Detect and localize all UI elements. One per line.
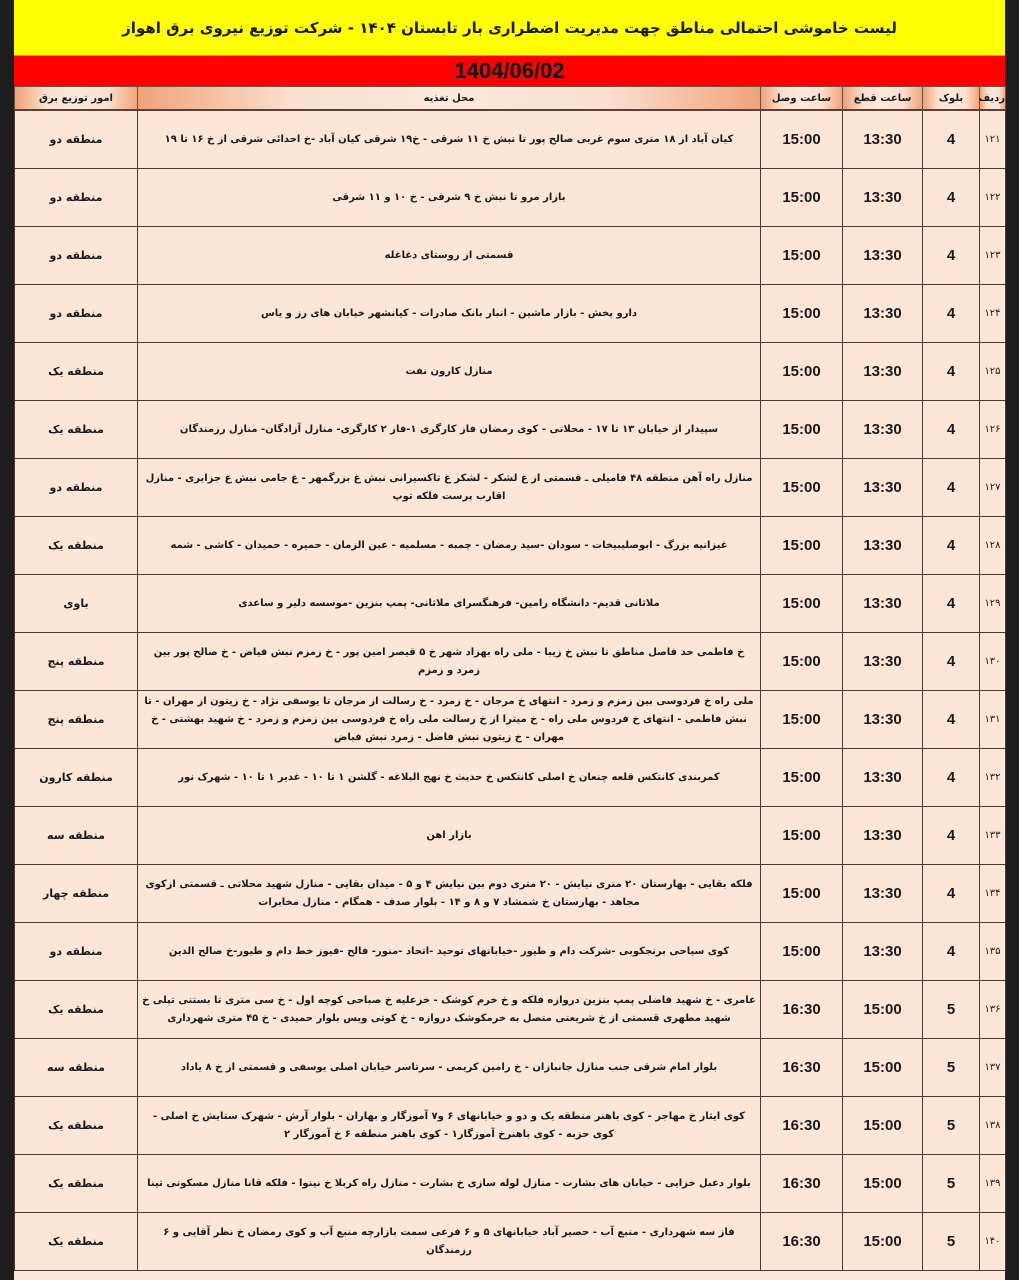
row-number: ۱۳۲ [980,749,1006,807]
block-number: 4 [923,343,980,401]
table-row [15,1097,1006,1155]
feed-location: بلوار دعبل خزایی - خیابان های بشارت - منازل لوله سازی خ بشارت - منازل راه کربلا خ نینوا - فلکه قانا منازل مسکونی تینا [138,1155,761,1213]
block-number: 4 [923,633,980,691]
block-number: 4 [923,110,980,169]
feed-location: بلوار امام شرقی جنب منازل جانبازان - خ رامین کریمی - سرتاسر خیابان اصلی یوسفی و قسمتی از خ ۸ یاداد [138,1039,761,1097]
feed-location: سپیدار از خیابان ۱۳ تا ۱۷ - محلاتی - کوی رمضان فاز کارگری ۱-فاز ۲ کارگری- منازل آزادگان- منازل رزمندگان [138,401,761,459]
connect-time: 15:00 [761,575,843,633]
table-row [15,343,1006,401]
distribution-district: منطقه دو [15,110,138,169]
cut-time: 15:00 [843,981,923,1039]
connect-time: 15:00 [761,169,843,227]
feed-location: کوی سیاحی برنجکوبی -شرکت دام و طیور -خیابانهای توحید -اتحاد -منور- فالح -فیوز خط دام و طیور-خ صالح الدین [138,923,761,981]
table-row [15,517,1006,575]
connect-time: 15:00 [761,923,843,981]
cut-time: 13:30 [843,110,923,169]
table-row [15,1155,1006,1213]
row-number: ۱۲۶ [980,401,1006,459]
block-number: 5 [923,1039,980,1097]
col-header-connect-time: ساعت وصل [761,87,843,111]
block-number: 4 [923,517,980,575]
table-row [15,807,1006,865]
table-row [15,633,1006,691]
cut-time: 13:30 [843,285,923,343]
block-number: 5 [923,1213,980,1271]
connect-time: 15:00 [761,691,843,749]
feed-location: کمربندی کانتکس قلعه چنعان خ اصلی کانتکس خ حدیث خ نهج البلاغه - گلشن ۱ تا ۱۰ - غدیر ۱ تا ۱۰ - شهرک نور [138,749,761,807]
feed-location: بازار مرو تا نبش خ ۹ شرقی - خ ۱۰ و ۱۱ شرقی [138,169,761,227]
connect-time: 16:30 [761,1097,843,1155]
table-header-row [15,87,1006,111]
col-header-district: امور توزیع برق [15,87,138,111]
row-number: ۱۳۱ [980,691,1006,749]
connect-time: 15:00 [761,749,843,807]
connect-time: 15:00 [761,401,843,459]
connect-time: 16:30 [761,981,843,1039]
cut-time: 15:00 [843,1213,923,1271]
cut-time: 13:30 [843,691,923,749]
distribution-district: منطقه سه [15,1039,138,1097]
feed-location: منازل کارون نفت [138,343,761,401]
connect-time: 15:00 [761,807,843,865]
table-row [15,981,1006,1039]
connect-time: 15:00 [761,227,843,285]
row-number: ۱۲۴ [980,285,1006,343]
col-header-row: ردیف [980,87,1006,111]
row-number: ۱۳۷ [980,1039,1006,1097]
distribution-district: منطقه یک [15,343,138,401]
table-row [15,169,1006,227]
distribution-district: منطقه پنج [15,691,138,749]
table-row [15,285,1006,343]
block-number: 4 [923,575,980,633]
distribution-district: منطقه یک [15,401,138,459]
connect-time: 15:00 [761,865,843,923]
connect-time: 15:00 [761,517,843,575]
row-number: ۱۲۷ [980,459,1006,517]
block-number: 4 [923,169,980,227]
outage-sheet [14,0,1005,1280]
distribution-district: منطقه یک [15,1213,138,1271]
table-row [15,110,1006,169]
block-number: 5 [923,981,980,1039]
cut-time: 13:30 [843,633,923,691]
row-number: ۱۳۴ [980,865,1006,923]
connect-time: 15:00 [761,110,843,169]
row-number: ۱۳۵ [980,923,1006,981]
distribution-district: منطقه پنج [15,633,138,691]
outage-table [14,86,1006,1271]
cut-time: 15:00 [843,1097,923,1155]
block-number: 4 [923,807,980,865]
feed-location: خ فاطمی حد فاصل مناطق تا نبش خ زیبا - ملی راه بهزاد شهر خ ۵ قیصر امین پور - خ زمزم نبش فیاض - خ صالح پور بین زمرد و زمزم [138,633,761,691]
col-header-location: محل تغذیه [138,87,761,111]
row-number: ۱۲۸ [980,517,1006,575]
connect-time: 15:00 [761,343,843,401]
connect-time: 16:30 [761,1039,843,1097]
cut-time: 13:30 [843,401,923,459]
distribution-district: منطقه دو [15,169,138,227]
distribution-district: منطقه دو [15,923,138,981]
table-row [15,749,1006,807]
distribution-district: منطقه یک [15,1097,138,1155]
distribution-district: منطقه یک [15,517,138,575]
block-number: 4 [923,459,980,517]
block-number: 4 [923,401,980,459]
feed-location: فلکه بقایی - بهارستان ۲۰ متری نیایش - ۲۰ متری دوم بین نیایش ۴ و ۵ - میدان بقایی - منازل شهید محلاتی ـ قسمتی ازکوی مجاهد - بهارستان خ شمشاد ۷ و ۸ و ۱۴ - بلوار صدف - همگام - منازل مخابرات [138,865,761,923]
distribution-district: منطقه دو [15,227,138,285]
feed-location: عامری - خ شهید فاضلی پمپ بنزین دروازه فلکه و خ خرم کوشک - خزعلیه خ صباحی کوچه اول - خ سی متری تا بستنی تپلی خ شهید مطهری قسمتی از خ شریعتی متصل به خرمکوشک دروازه - خ کوتی ویس بلوار حمیدی - خ ۴۵ متری شهرداری [138,981,761,1039]
cut-time: 13:30 [843,227,923,285]
feed-location: کیان آباد از ۱۸ متری سوم غربی صالح پور تا نبش خ ۱۱ شرقی - خ۱۹ شرقی کیان آباد -خ احدائی شرقی از خ ۱۶ تا ۱۹ [138,110,761,169]
connect-time: 15:00 [761,285,843,343]
feed-location: منازل راه آهن منطقه ۴۸ فامیلی ـ قسمتی از غ لشکر - لشکر غ تاکسیرانی نبش غ بزرگمهر - غ جامی نبش غ جزایری - منازل اقارب پرست فلکه توپ [138,459,761,517]
distribution-district: منطقه دو [15,459,138,517]
table-row [15,227,1006,285]
col-header-block: بلوک [923,87,980,111]
feed-location: دارو پخش - بازار ماشین - انبار بانک صادرات - کیانشهر خیابان های رز و یاس [138,285,761,343]
connect-time: 16:30 [761,1155,843,1213]
cut-time: 13:30 [843,169,923,227]
connect-time: 16:30 [761,1213,843,1271]
row-number: ۱۳۶ [980,981,1006,1039]
row-number: ۱۲۵ [980,343,1006,401]
feed-location: کوی ایثار خ مهاجر - کوی باهنر منطقه یک و دو و خیابانهای ۶ و۷ آموزگار و بهاران - بلوار آرش - شهرک ستایش خ اصلی - کوی حزبه - کوی باهنرخ آموزگار۱ - کوی باهنر منطقه ۶ خ آموزگار ۲ [138,1097,761,1155]
cut-time: 13:30 [843,749,923,807]
distribution-district: منطقه چهار [15,865,138,923]
cut-time: 15:00 [843,1155,923,1213]
cut-time: 15:00 [843,1039,923,1097]
row-number: ۱۴۰ [980,1213,1006,1271]
table-row [15,459,1006,517]
connect-time: 15:00 [761,633,843,691]
feed-location: بازار اهن [138,807,761,865]
cut-time: 13:30 [843,575,923,633]
table-row [15,1039,1006,1097]
block-number: 5 [923,1097,980,1155]
block-number: 4 [923,691,980,749]
block-number: 4 [923,285,980,343]
table-row [15,1213,1006,1271]
block-number: 5 [923,1155,980,1213]
table-row [15,691,1006,749]
table-row [15,401,1006,459]
distribution-district: منطقه سه [15,807,138,865]
block-number: 4 [923,923,980,981]
row-number: ۱۳۸ [980,1097,1006,1155]
table-row [15,865,1006,923]
cut-time: 13:30 [843,923,923,981]
distribution-district: منطقه یک [15,981,138,1039]
row-number: ۱۲۹ [980,575,1006,633]
col-header-cut-time: ساعت قطع [843,87,923,111]
table-row [15,575,1006,633]
feed-location: غیزانیه بزرگ - ابوصلیبیخات - سودان -سید رمضان - چمبه - مسلمیه - عین الزمان - حمیره - حمیدان - کاشی - شمه [138,517,761,575]
distribution-district: منطقه دو [15,285,138,343]
cut-time: 13:30 [843,807,923,865]
distribution-district: منطقه کارون [15,749,138,807]
distribution-district: منطقه یک [15,1155,138,1213]
cut-time: 13:30 [843,517,923,575]
date-banner: 1404/06/02 [14,56,1005,86]
feed-location: ملاثانی قدیم- دانشگاه رامین- فرهنگسرای ملاثانی- پمپ بنزین -موسسه دلیر و ساعدی [138,575,761,633]
table-row [15,923,1006,981]
row-number: ۱۳۰ [980,633,1006,691]
page-title: لیست خاموشی احتمالی مناطق جهت مدیریت اضطراری بار تابستان ۱۴۰۴ - شرکت توزیع نیروی برق اهواز [14,0,1005,56]
row-number: ۱۲۳ [980,227,1006,285]
row-number: ۱۲۱ [980,110,1006,169]
connect-time: 15:00 [761,459,843,517]
cut-time: 13:30 [843,459,923,517]
block-number: 4 [923,749,980,807]
block-number: 4 [923,227,980,285]
block-number: 4 [923,865,980,923]
cut-time: 13:30 [843,343,923,401]
row-number: ۱۳۳ [980,807,1006,865]
feed-location: فاز سه شهرداری - منبع آب - حصیر آباد خیابانهای ۵ و ۶ فرعی سمت بازارچه منبع آب و کوی رمضان خ نظر آقایی و ۶ رزمندگان [138,1213,761,1271]
row-number: ۱۲۲ [980,169,1006,227]
distribution-district: باوی [15,575,138,633]
feed-location: قسمتی از روستای دغاغله [138,227,761,285]
feed-location: ملی راه خ فردوسی بین زمزم و زمرد - انتهای خ مرجان - خ زمرد - خ رسالت از مرجان تا یوسفی نژاد - خ زیتون از مهران - تا نبش فاطمی - انتهای خ فردوس ملی راه - خ میترا از خ رسالت ملی راه خ فردوسی بین زمزم و زمرد - خ شهید بهشتی - خ مهران - خ زیتون نبش فاضل - زمرد نبش فیاض [138,691,761,749]
row-number: ۱۳۹ [980,1155,1006,1213]
cut-time: 13:30 [843,865,923,923]
